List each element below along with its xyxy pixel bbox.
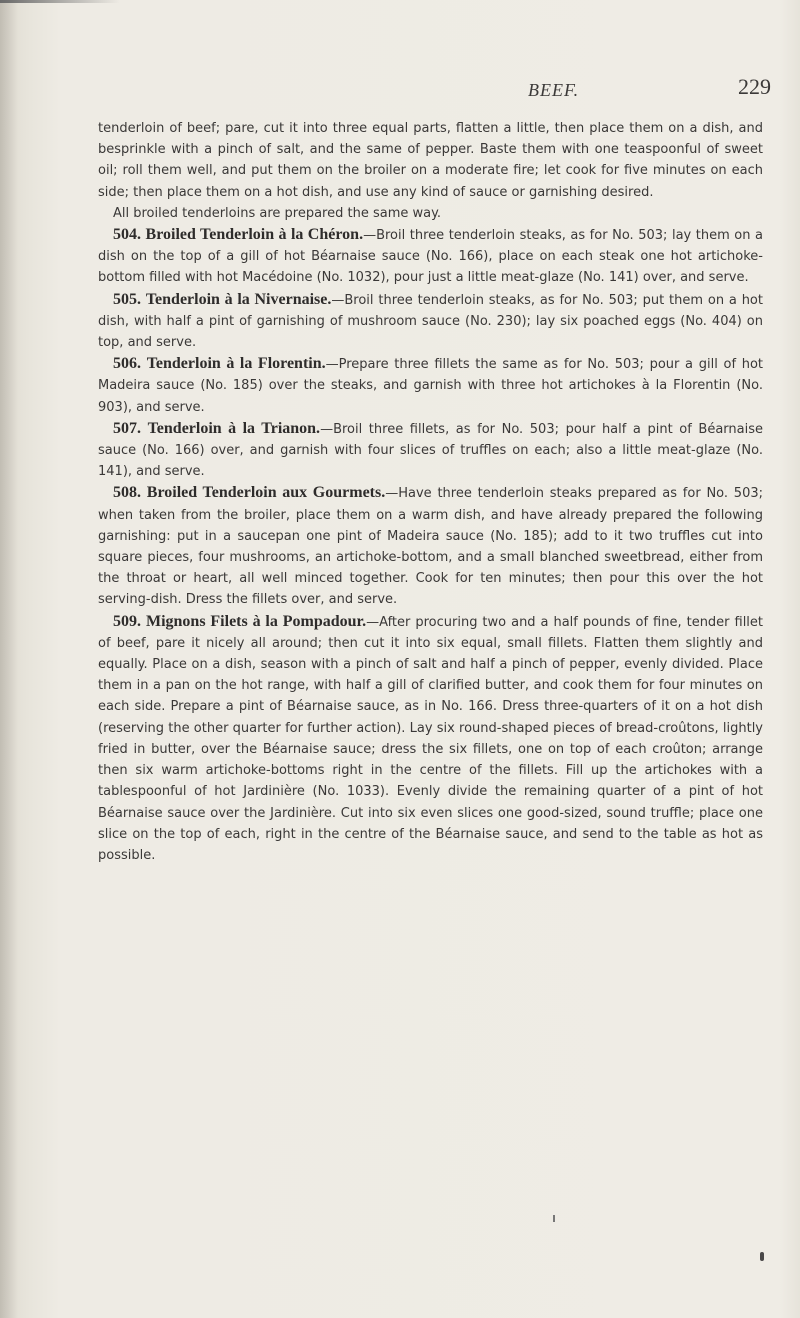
running-head: BEEF. xyxy=(528,80,580,100)
recipe-title: Tenderloin à la Trianon. xyxy=(147,419,321,437)
recipe-number: 504. xyxy=(113,226,141,244)
recipe-507 xyxy=(98,418,763,483)
recipe-title: Mignons Filets à la Pompadour. xyxy=(145,612,367,630)
recipe-504 xyxy=(98,224,763,289)
page-header xyxy=(0,74,800,114)
recipe-number: 509. xyxy=(113,612,141,630)
continuation-paragraph: tenderloin of beef; pare, cut it into three equal parts, flatten a little, then place them on a dish, and besprinkle with a pinch of salt, and the same of pepper. Baste them with one teaspoonful of sweet oil; roll them well, and put them on the broiler on a moderate fire; let cook for five minutes on each side; then place them on a hot dish, and use any kind of sauce or garnishing desired. xyxy=(98,121,763,200)
page-number: 229 xyxy=(738,74,771,99)
print-speck xyxy=(553,1215,555,1222)
recipe-text: —Broil three tenderloin steaks, as for No. 503; lay them on a dish on the top of a gill of hot Béarnaise sauce (No. 166), place on each steak one hot artichoke-bottom filled with hot Macédoine (No. 1032), pour just a little meat-glaze (No. 141) over, and serve. xyxy=(98,228,764,286)
page-body xyxy=(98,118,763,866)
recipe-title: Broiled Tenderloin à la Chéron. xyxy=(145,226,364,244)
recipe-text: —Have three tenderloin steaks prepared as for No. 503; when taken from the broiler, place them on a warm dish, and have already prepared the following garnishing: put in a saucepan one pint of Madeira sauce (No. 185); add to it two truffles cut into square pieces, four mushrooms, an artichoke-bottom, and a small blanched sweetbread, either from the throat or heart, all well minced together. Cook for ten minutes; then pour this over the hot serving-dish. Dress the fillets over, and serve. xyxy=(98,486,763,608)
recipe-number: 506. xyxy=(113,355,141,373)
recipe-number: 507. xyxy=(113,419,141,437)
top-edge-mark xyxy=(0,0,120,3)
recipe-505 xyxy=(98,289,763,354)
note-paragraph: All broiled tenderloins are prepared the same way. xyxy=(113,205,442,221)
print-speck xyxy=(760,1252,764,1261)
recipe-text: —After procuring two and a half pounds of fine, tender fillet of beef, pare it nicely all around; then cut it into six equal, small fillets. Flatten them slightly and equally. Place on a dish, season with a pinch of salt and half a pinch of pepper, evenly divided. Place them in a pan on the hot range, with half a gill of clarified butter, and cook them for four minutes on each side. Prepare a pint of Béarnaise sauce, as in No. 166. Dress three-quarters of it on a hot dish (reserving the other quarter for further action). Lay six round-shaped pieces of bread-croûtons, lightly fried in butter, over the Béarnaise sauce; dress the six fillets, one on top of each croûton; arrange then six warm artichoke-bottoms right in the centre of the fillets. Fill up the artichokes with a tablespoonful of hot Jardinière (No. 1033). Evenly divide the remaining quarter of a pint of hot Béarnaise sauce over the Jardinière. Cut into six even slices one good-sized, sound truffle; place one slice on the top of each, right in the centre of the Béarnaise sauce, and send to the table as hot as possible. xyxy=(98,614,764,863)
recipe-text: —Broil three fillets, as for No. 503; pour half a pint of Béarnaise sauce (No. 166) over, and garnish with four slices of truffles on each; also a little meat-glaze (No. 141), and serve. xyxy=(98,421,763,480)
recipe-509 xyxy=(98,611,763,866)
recipe-text: —Broil three tenderloin steaks, as for No. 503; put them on a hot dish, with half a pint of garnishing of mushroom sauce (No. 230); lay six poached eggs (No. 404) on top, and serve. xyxy=(98,292,763,351)
recipe-number: 508. xyxy=(113,484,141,502)
recipe-text: —Prepare three fillets the same as for No. 503; pour a gill of hot Madeira sauce (No. 185) over the steaks, and garnish with three hot artichokes à la Florentin (No. 903), and serve. xyxy=(98,357,764,415)
recipe-508 xyxy=(98,482,763,610)
recipe-title: Tenderloin à la Florentin. xyxy=(146,355,326,373)
recipe-title: Broiled Tenderloin aux Gourmets. xyxy=(146,484,386,502)
recipe-506 xyxy=(98,353,763,418)
recipe-number: 505. xyxy=(113,290,141,308)
recipe-title: Tenderloin à la Nivernaise. xyxy=(145,290,332,308)
binding-shadow xyxy=(0,0,18,1318)
